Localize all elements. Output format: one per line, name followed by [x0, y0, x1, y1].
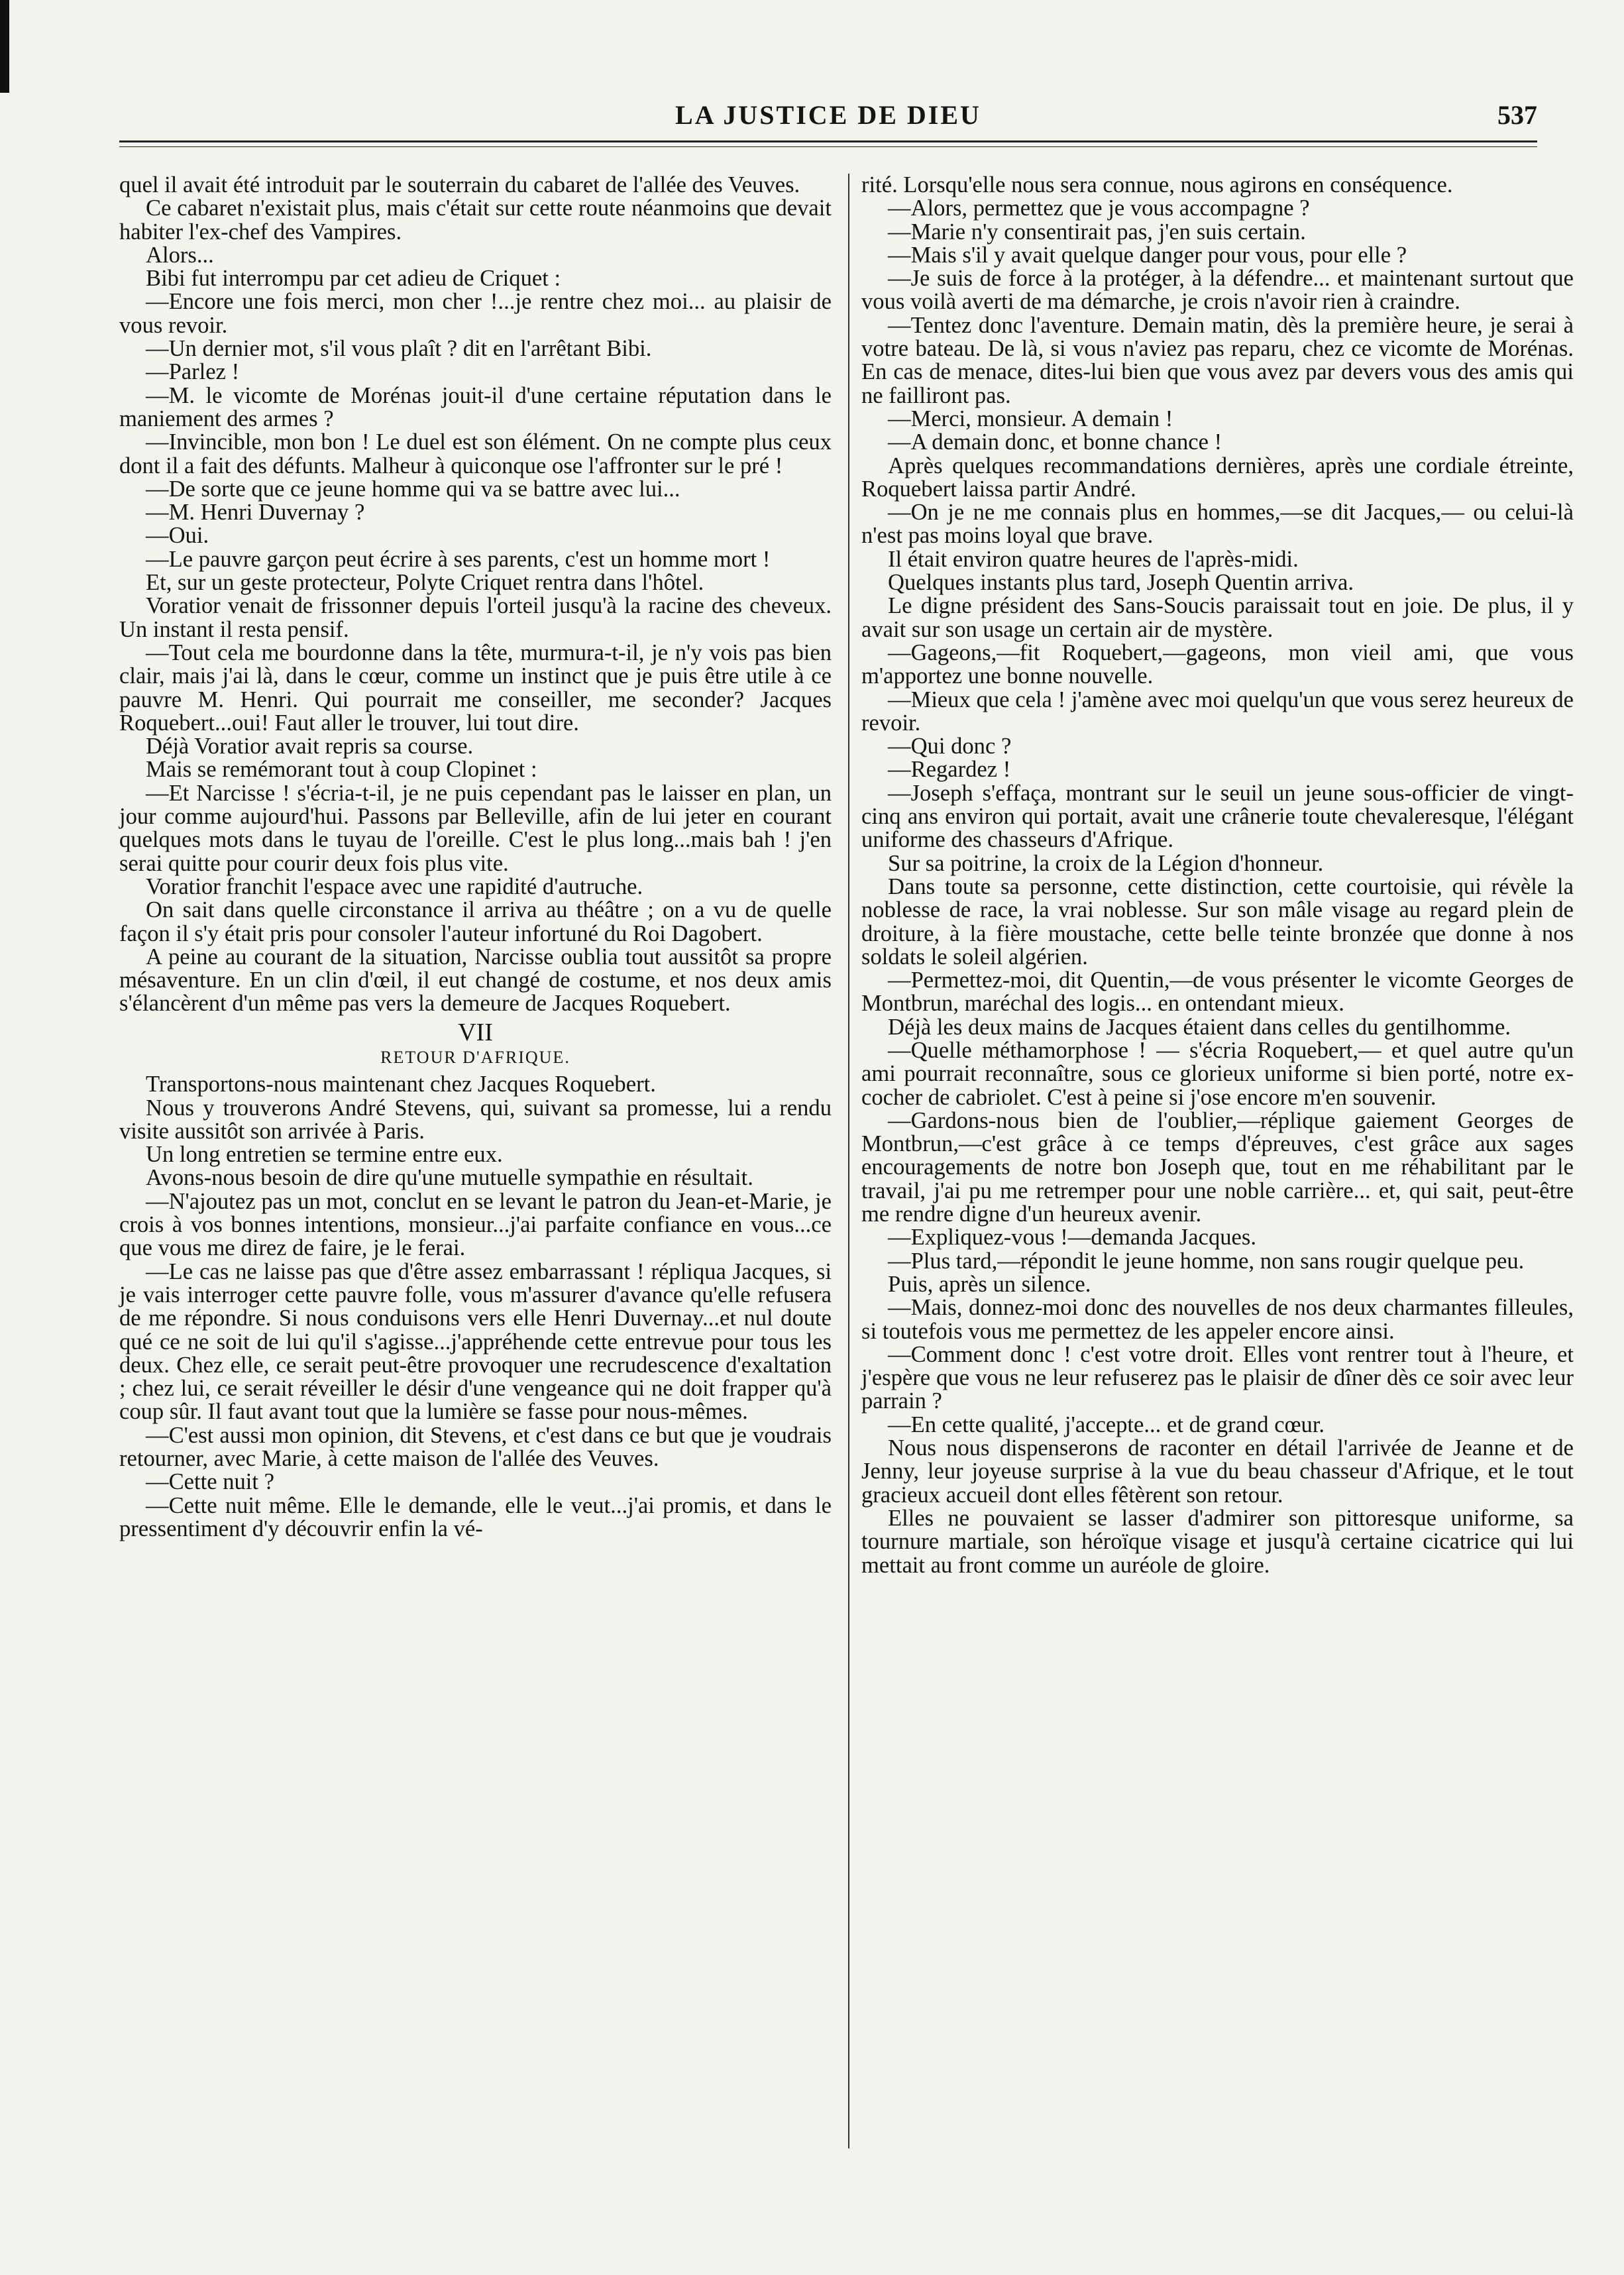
paragraph: quel il avait été introduit par le souterrain du cabaret de l'allée des Veuves. — [119, 172, 800, 197]
chapter-number: VII — [458, 1018, 493, 1046]
paragraph: Et, sur un geste protecteur, Polyte Criquet rentra dans l'hôtel. — [146, 570, 704, 596]
paragraph: —Joseph s'effaça, montrant sur le seuil un jeune sous-officier de vingt-cinq ans environ qui portait, avait une crânerie toute chevaleresque, l'élégant uniforme des chasseurs d'Afrique. — [861, 780, 1574, 853]
paragraph: —On je ne me connais plus en hommes,—se dit Jacques,— ou celui-là n'est pas moins loyal que brave. — [861, 500, 1574, 549]
paragraph: Déjà Voratior avait repris sa course. — [146, 734, 474, 759]
paragraph: Dans toute sa personne, cette distinction, cette courtoisie, qui révèle la noblesse de race, la vrai noblesse. Sur son mâle visage au regard plein de droiture, à la fière moustache, cette belle teinte bronzée que donne à nos soldats le soleil algérien. — [861, 873, 1574, 970]
paragraph: Voratior franchit l'espace avec une rapidité d'autruche. — [146, 873, 643, 899]
paragraph: —Tentez donc l'aventure. Demain matin, dès la première heure, je serai à votre bateau. De là, si vous n'aviez pas reparu, chez ce vicomte de Morénas. En cas de menace, dites-lui bien que vous avez par devers vous des amis qui ne failliront pas. — [861, 312, 1574, 408]
paragraph: —Encore une fois merci, mon cher !...je rentre chez moi... au plaisir de vous revoir. — [119, 289, 832, 338]
right-column — [861, 174, 1574, 1577]
paragraph: —Je suis de force à la protéger, à la défendre... et maintenant surtout que vous voilà averti de ma démarche, je crois n'avoir rien à craindre. — [861, 266, 1574, 315]
paragraph: —C'est aussi mon opinion, dit Stevens, et c'est dans ce but que je voudrais retourner, avec Marie, à cette maison de l'allée des Veuves. — [119, 1422, 832, 1472]
paragraph: A peine au courant de la situation, Narcisse oublia tout aussitôt sa propre mésaventure. En un clin d'œil, il eut changé de costume, et nos deux amis s'élancèrent d'un même pas vers la demeure de Jacques Roquebert. — [119, 944, 832, 1017]
paragraph: —Invincible, mon bon ! Le duel est son élément. On ne compte plus ceux dont il a fait des défunts. Malheur à quiconque ose l'affronter sur le pré ! — [119, 429, 832, 478]
paragraph: —De sorte que ce jeune homme qui va se battre avec lui... — [146, 476, 680, 502]
paragraph: —En cette qualité, j'accepte... et de grand cœur. — [888, 1412, 1325, 1437]
column-divider — [848, 174, 849, 2148]
paragraph: On sait dans quelle circonstance il arriva au théâtre ; on a vu de quelle façon il s'y était pris pour consoler l'auteur infortuné du Roi Dagobert. — [119, 897, 832, 946]
paragraph: —Parlez ! — [146, 359, 240, 385]
paragraph: —Permettez-moi, dit Quentin,—de vous présenter le vicomte Georges de Montbrun, maréchal des logis... en ontendant mieux. — [861, 968, 1574, 1017]
paragraph: —Oui. — [146, 523, 209, 549]
paragraph: rité. Lorsqu'elle nous sera connue, nous agirons en conséquence. — [861, 172, 1453, 197]
paragraph: Après quelques recommandations dernières, après une cordiale étreinte, Roquebert laissa partir André. — [861, 453, 1574, 502]
paragraph: —Cette nuit même. Elle le demande, elle le veut...j'ai promis, et dans le pressentiment d'y découvrir enfin la vé- — [119, 1492, 832, 1541]
paragraph: —Comment donc ! c'est votre droit. Elles vont rentrer tout à l'heure, et j'espère que vous ne leur refuserez pas le plaisir de dîner dès ce soir avec leur parrain ? — [861, 1341, 1574, 1414]
paragraph: Ce cabaret n'existait plus, mais c'était sur cette route néanmoins que devait habiter l'ex-chef des Vampires. — [119, 195, 832, 245]
paragraph: Déjà les deux mains de Jacques étaient dans celles du gentilhomme. — [888, 1014, 1511, 1040]
header-rule — [119, 140, 1537, 147]
paragraph: —M. Henri Duvernay ? — [146, 500, 365, 526]
paragraph: —Marie n'y consentirait pas, j'en suis certain. — [888, 219, 1306, 245]
paragraph: Nous y trouverons André Stevens, qui, suivant sa promesse, lui a rendu visite aussitôt son arrivée à Paris. — [119, 1095, 832, 1144]
paragraph: Elles ne pouvaient se lasser d'admirer son pittoresque uniforme, sa tournure martiale, son héroïque visage et jusqu'à certaine cicatrice qui lui mettait au front comme un auréole de gloire. — [861, 1505, 1574, 1578]
paragraph: Il était environ quatre heures de l'après-midi. — [888, 546, 1299, 572]
left-column — [119, 174, 832, 1541]
paragraph: —Plus tard,—répondit le jeune homme, non sans rougir quelque peu. — [888, 1248, 1525, 1274]
paragraph: —Mieux que cela ! j'amène avec moi quelqu'un que vous serez heureux de revoir. — [861, 687, 1574, 736]
paragraph: —Le pauvre garçon peut écrire à ses parents, c'est un homme mort ! — [146, 546, 771, 572]
paragraph: —Alors, permettez que je vous accompagne ? — [888, 195, 1310, 221]
paragraph: —Et Narcisse ! s'écria-t-il, je ne puis cependant pas le laisser en plan, un jour comme aujourd'hui. Passons par Belleville, afin de lui jeter en courant quelques mots dans le tuyau de l'oreille. C'est le plus long...mais bah ! j'en serai quitte pour courir deux fois plus vite. — [119, 780, 832, 876]
paragraph: —Gardons-nous bien de l'oublier,—réplique gaiement Georges de Montbrun,—c'est grâce à ce temps d'épreuves, c'est grâce aux sages encouragements de notre bon Joseph que, tout en me réhabilitant par le travail, j'ai pu me retremper pour une noble carrière... et, qui sait, peut-être me rendre digne d'un heureux avenir. — [861, 1107, 1574, 1227]
paragraph: Le digne président des Sans-Soucis paraissait tout en joie. De plus, il y avait sur son usage un certain air de mystère. — [861, 593, 1574, 642]
paragraph: Un long entretien se termine entre eux. — [146, 1142, 503, 1168]
paragraph: Transportons-nous maintenant chez Jacques Roquebert. — [146, 1072, 656, 1097]
paragraph: —Mais, donnez-moi donc des nouvelles de nos deux charmantes filleules, si toutefois vous me permettez de les appeler encore ainsi. — [861, 1295, 1574, 1344]
page-number: 537 — [1497, 100, 1537, 130]
paragraph: —Le cas ne laisse pas que d'être assez embarrassant ! répliqua Jacques, si je vais interroger cette pauvre folle, vous m'assurer d'avance qu'elle refusera de me répondre. Si nous conduisons vers elle Henri Duvernay...et nul doute qué ce ne soit de lui qu'il s'agisse...j'appréhende cette entrevue pour tous les deux. Chez elle, ce serait peut-être provoquer une recrudescence d'exaltation ; chez lui, ce serait réveiller le désir d'une vengeance qui ne doit frapper qu'à coup sûr. Il faut avant tout que la lumière se fasse pour nous-mêmes. — [119, 1258, 832, 1425]
paragraph: —Mais s'il y avait quelque danger pour vous, pour elle ? — [888, 242, 1407, 268]
running-head — [119, 99, 1537, 139]
paragraph: Mais se remémorant tout à coup Clopinet : — [146, 757, 537, 783]
paragraph: Quelques instants plus tard, Joseph Quentin arriva. — [888, 570, 1354, 596]
paragraph: —Gageons,—fit Roquebert,—gageons, mon vieil ami, que vous m'apportez une bonne nouvelle. — [861, 639, 1574, 689]
paragraph: —Expliquez-vous !—demanda Jacques. — [888, 1225, 1256, 1250]
paragraph: Avons-nous besoin de dire qu'une mutuelle sympathie en résultait. — [146, 1165, 753, 1191]
scan-edge-mark — [0, 0, 9, 93]
paragraph: Sur sa poitrine, la croix de la Légion d'honneur. — [888, 850, 1324, 876]
running-title: LA JUSTICE DE DIEU — [675, 100, 981, 130]
paragraph: —Qui donc ? — [888, 734, 1012, 759]
chapter-title: RETOUR D'AFRIQUE. — [380, 1047, 570, 1067]
paragraph: —Un dernier mot, s'il vous plaît ? dit en l'arrêtant Bibi. — [146, 336, 652, 362]
paragraph: Nous nous dispenserons de raconter en détail l'arrivée de Jeanne et de Jenny, leur joyeuse surprise à la vue du beau chasseur d'Afrique, et le tout gracieux accueil dont elles fêtèrent son retour. — [861, 1435, 1574, 1508]
paragraph: —Regardez ! — [888, 757, 1011, 783]
paragraph: —M. le vicomte de Morénas jouit-il d'une certaine réputation dans le maniement des armes ? — [119, 382, 832, 431]
paragraph: —A demain donc, et bonne chance ! — [888, 429, 1222, 455]
paragraph: Puis, après un silence. — [888, 1271, 1091, 1297]
paragraph: —Cette nuit ? — [146, 1469, 274, 1495]
paragraph: Alors... — [146, 242, 214, 268]
paragraph: —Quelle méthamorphose ! — s'écria Roquebert,— et quel autre qu'un ami pourrait reconnaître, sous ce glorieux uniforme si bien porté, notre ex-cocher de cabriolet. C'est à peine si j'ose encore m'en souvenir. — [861, 1037, 1574, 1110]
paragraph: —Merci, monsieur. A demain ! — [888, 406, 1173, 431]
paragraph: Bibi fut interrompu par cet adieu de Criquet : — [146, 266, 561, 292]
paragraph: —N'ajoutez pas un mot, conclut en se levant le patron du Jean-et-Marie, je crois à vos bonnes intentions, monsieur...j'ai parfaite confiance en vous...ce que vous me direz de faire, je le ferai. — [119, 1188, 832, 1261]
paragraph: Voratior venait de frissonner depuis l'orteil jusqu'à la racine des cheveux. Un instant il resta pensif. — [119, 593, 832, 642]
paragraph: —Tout cela me bourdonne dans la tête, murmura-t-il, je n'y vois pas bien clair, mais j'ai là, dans le cœur, comme un instinct que je puis être utile à ce pauvre M. Henri. Qui pourrait me conseiller, me seconder? Jacques Roquebert...oui! Faut aller le trouver, lui tout dire. — [119, 639, 832, 736]
